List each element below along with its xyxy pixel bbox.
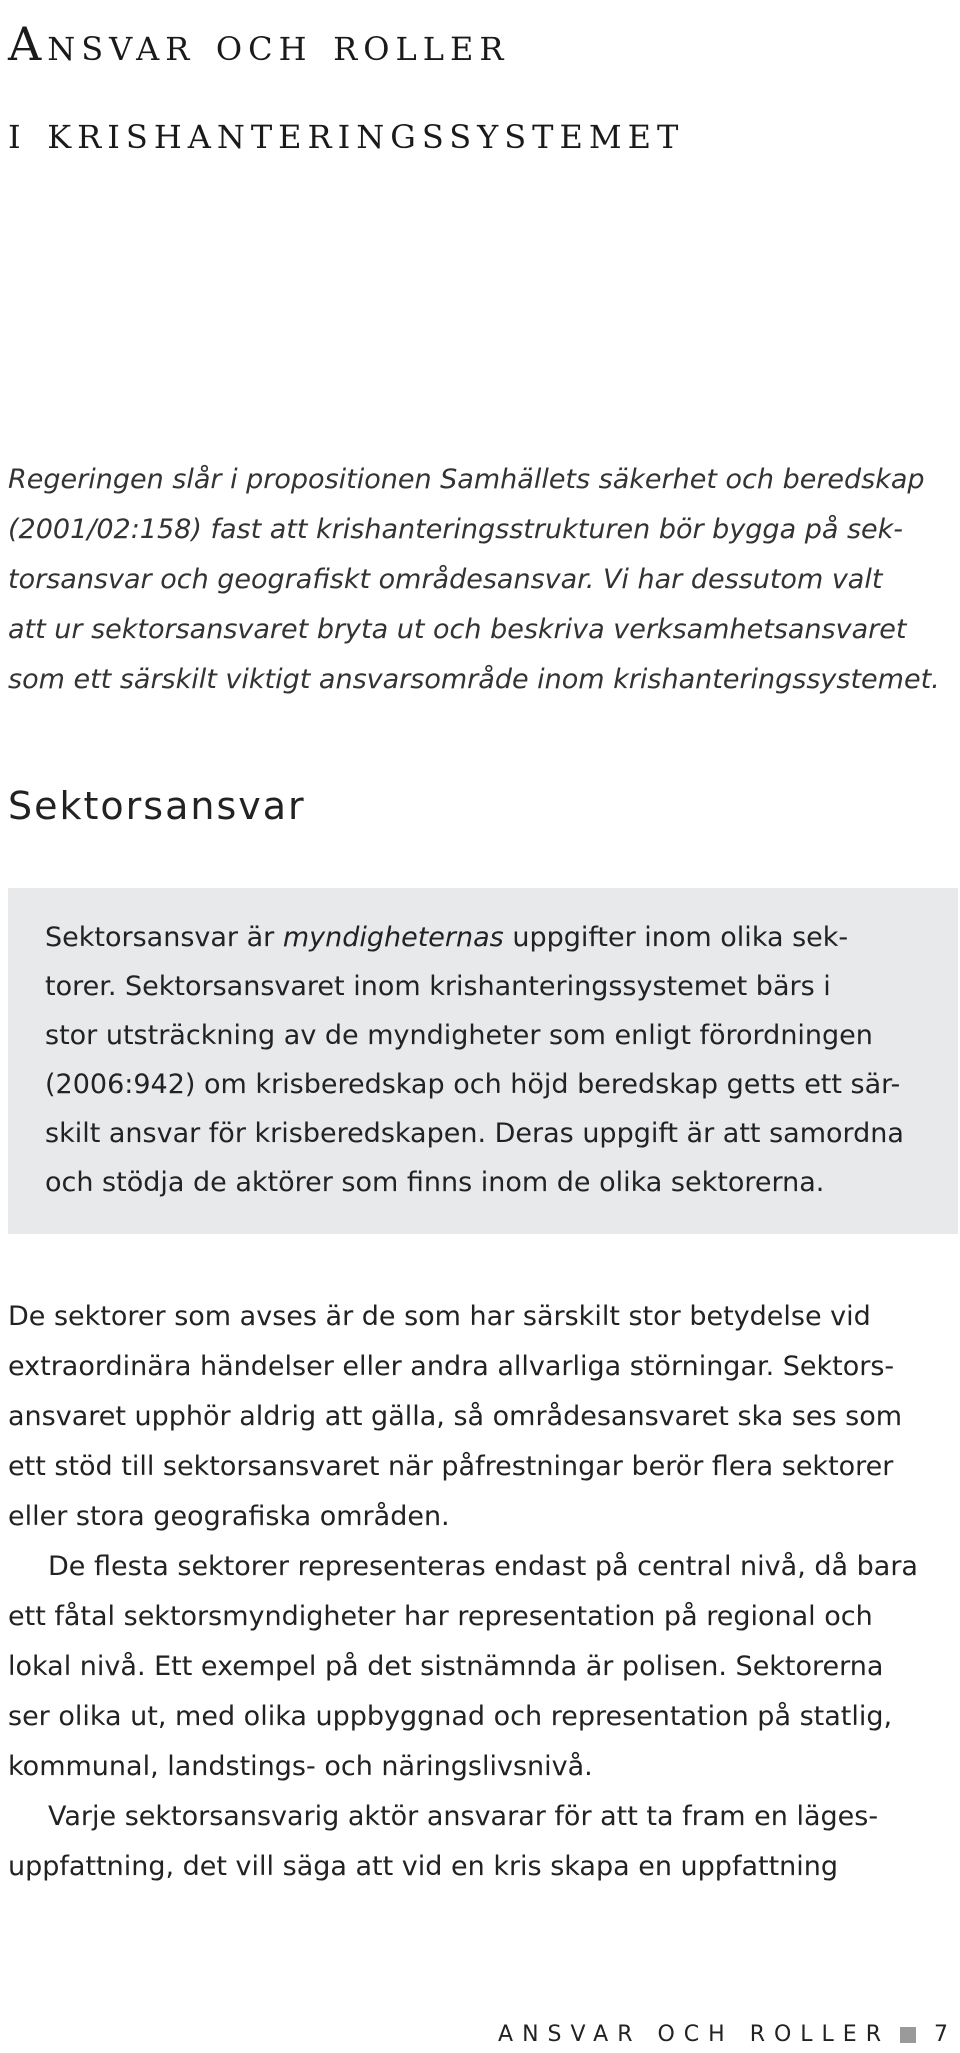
body-line: ser olika ut, med olika uppbyggnad och representation på statlig, — [8, 1701, 893, 1732]
body-paragraph-2 — [8, 1542, 953, 1792]
intro-line: att ur sektorsansvaret bryta ut och beskriva verksamhetsansvaret — [8, 614, 907, 645]
definition-line: stor utsträckning av de myndigheter som enligt förordningen — [45, 1020, 873, 1051]
title-line-1: Ansvar och roller — [8, 17, 510, 71]
section-heading: Sektorsansvar — [8, 784, 306, 828]
body-line: Varje sektorsansvarig aktör ansvarar för att ta fram en läges- — [48, 1801, 879, 1832]
definition-line: och stödja de aktörer som finns inom de olika sektorerna. — [45, 1167, 825, 1198]
body-line: De flesta sektorer representeras endast på central nivå, då bara — [48, 1551, 918, 1582]
body-line: ett stöd till sektorsansvaret när påfrestningar berör flera sektorer — [8, 1451, 894, 1482]
body-line: extraordinära händelser eller andra allvarliga störningar. Sektors- — [8, 1351, 895, 1382]
intro-line: torsansvar och geografiskt områdesansvar. Vi har dessutom valt — [8, 564, 883, 595]
body-line: lokal nivå. Ett exempel på det sistnämnda är polisen. Sektorerna — [8, 1651, 884, 1682]
page-title — [8, 0, 684, 176]
title-line-2: i krishanteringssystemet — [8, 105, 685, 159]
definition-line-pre: Sektorsansvar är — [45, 922, 283, 953]
body-line: De sektorer som avses är de som har särskilt stor betydelse vid — [8, 1301, 871, 1332]
body-line: uppfattning, det vill säga att vid en kris skapa en uppfattning — [8, 1851, 839, 1882]
definition-line: skilt ansvar för krisberedskapen. Deras uppgift är att samordna — [45, 1118, 904, 1149]
page-number: 7 — [934, 2022, 948, 2047]
definition-line-post: uppgifter inom olika sek- — [503, 922, 849, 953]
definition-emphasis: myndigheternas — [282, 922, 504, 953]
definition-box — [8, 888, 958, 1234]
body-line: kommunal, landstings- och näringslivsnivå. — [8, 1751, 593, 1782]
intro-line: Regeringen slår i propositionen Samhällets säkerhet och beredskap — [8, 464, 925, 495]
definition-line — [45, 913, 958, 962]
body-paragraph-1 — [8, 1292, 953, 1542]
square-bullet-icon — [900, 2027, 916, 2043]
body-line: ett fåtal sektorsmyndigheter har representation på regional och — [8, 1601, 873, 1632]
body-line: ansvaret upphör aldrig att gälla, så områdesansvaret ska ses som — [8, 1401, 903, 1432]
intro-line: (2001/02:158) fast att krishanteringsstrukturen bör bygga på sek- — [8, 514, 904, 545]
intro-line: som ett särskilt viktigt ansvarsområde inom krishanteringssystemet. — [8, 664, 940, 695]
body-text — [8, 1292, 953, 1892]
definition-line: torer. Sektorsansvaret inom krishanteringssystemet bärs i — [45, 971, 831, 1002]
running-head: ANSVAR OCH ROLLER — [498, 2022, 890, 2047]
definition-line: (2006:942) om krisberedskap och höjd beredskap getts ett sär- — [45, 1069, 901, 1100]
definition-text — [45, 913, 958, 1207]
body-line: eller stora geografiska områden. — [8, 1501, 450, 1532]
body-paragraph-3 — [8, 1792, 953, 1892]
intro-paragraph — [8, 455, 953, 705]
page-footer — [498, 2022, 948, 2047]
